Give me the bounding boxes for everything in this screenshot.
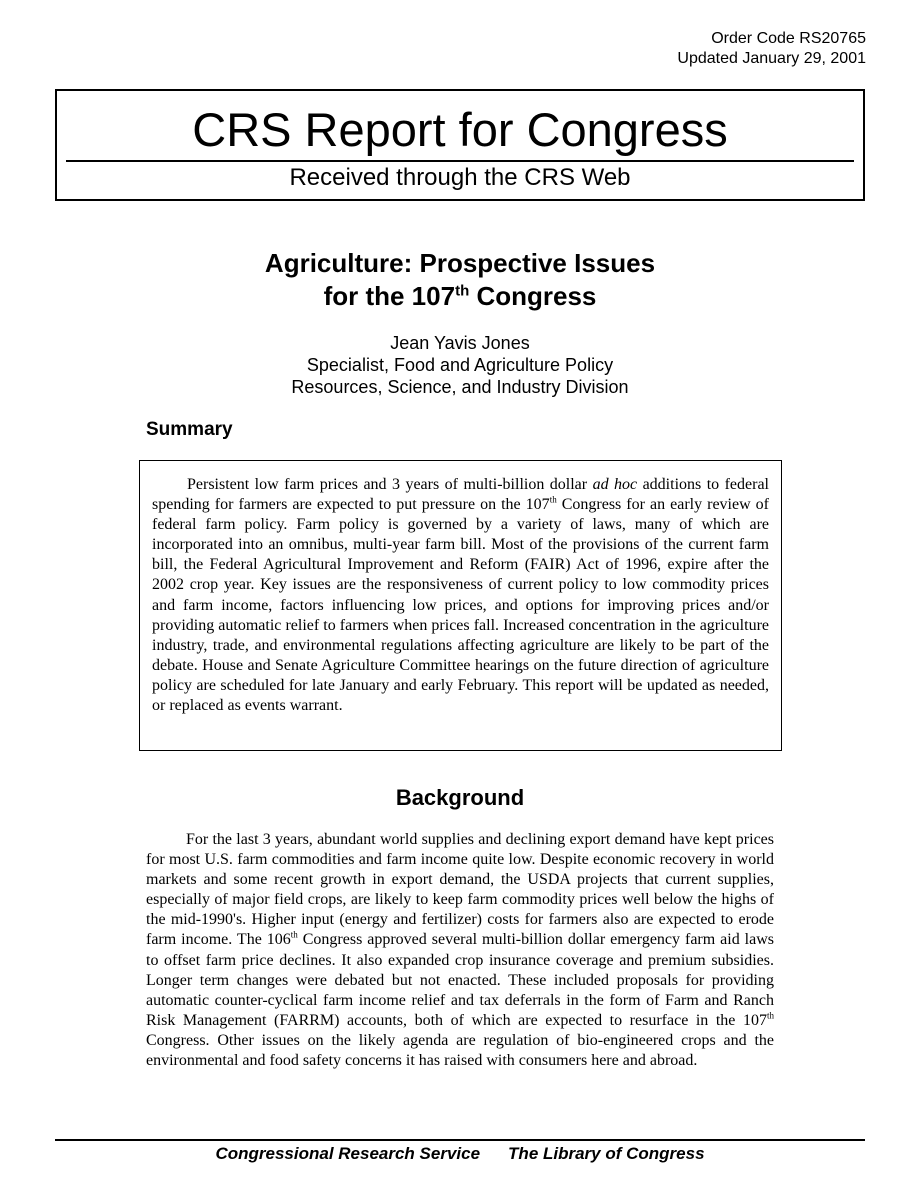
summary-text-1: Persistent low farm prices and 3 years of multi-billion dollar — [187, 476, 593, 493]
background-text-3: Congress. Other issues on the likely agenda are regulation of bio-engineered crops and the environmental and food safety concerns it has raised with consumers here and abroad. — [146, 1031, 774, 1070]
background-text-2: Congress approved several multi-billion dollar emergency farm aid laws to offset farm price declines. It also expanded crop insurance coverage and premium subsidies. Longer term changes were debated but not enacted. These included proposals for providing automatic counter-cyclical farm income relief and tax deferrals in the form of Farm and Ranch Risk Management (FARRM) accounts, both of which are expected to resurface in the 107 — [146, 931, 774, 1029]
author-name: Jean Yavis Jones — [390, 333, 530, 353]
footer-loc: The Library of Congress — [508, 1144, 705, 1163]
order-code-block — [677, 29, 866, 69]
background-heading: Background — [395, 785, 525, 810]
background-superscript-1: th — [290, 930, 298, 941]
summary-text-2: additions to federal spending for farmers are expected to put pressure on the 107 — [152, 476, 769, 514]
masthead-subtitle: Received through the CRS Web — [289, 164, 631, 191]
author-block — [0, 332, 920, 398]
updated-date: Updated January 29, 2001 — [677, 50, 866, 67]
summary-text-3: Congress for an early review of federal farm policy. Farm policy is governed by a variety of laws, many of which are incorporated into an omnibus, multi-year farm bill. Most of the provisions of the current farm bill, the Federal Agricultural Improvement and Reform (FAIR) Act of 1996, expire after the 2002 crop year. Key issues are the responsiveness of current policy to low commodity prices and farm income, factors influencing low prices, and options for improving prices and/or providing automatic relief to farmers when prices fall. Increased concentration in the agriculture industry, trade, and environmental regulations affecting agriculture are likely to be part of the debate. House and Senate Agriculture Committee hearings on the future direction of agriculture policy are scheduled for late January and early February. This report will be updated as needed, or replaced as events warrant. — [152, 496, 770, 715]
footer-crs: Congressional Research Service — [215, 1144, 481, 1163]
footer-divider — [55, 1139, 865, 1141]
report-title-line2 — [0, 280, 920, 313]
masthead — [55, 89, 865, 201]
summary-superscript: th — [549, 494, 557, 505]
masthead-divider — [66, 160, 854, 162]
summary-italic: ad hoc — [592, 476, 638, 493]
background-superscript-2: th — [766, 1010, 774, 1021]
summary-heading: Summary — [146, 419, 233, 440]
background-text-1: For the last 3 years, abundant world supplies and declining export demand have kept prices for most U.S. farm commodities and farm income quite low. Despite economic recovery in world markets and some recent growth in export demand, the USDA projects that current supplies, especially of major field crops, are likely to keep farm commodity prices well below the highs of the mid-1990's. Higher input (energy and fertilizer) costs for farmers also are expected to erode farm income. The 106 — [146, 831, 774, 949]
footer — [0, 1143, 920, 1165]
report-title — [0, 247, 920, 313]
title-superscript: th — [455, 282, 470, 300]
author-title: Specialist, Food and Agriculture Policy — [306, 355, 614, 375]
order-code: Order Code RS20765 — [711, 30, 866, 47]
background-paragraph — [146, 830, 774, 1071]
summary-paragraph — [152, 475, 769, 716]
author-division: Resources, Science, and Industry Division — [291, 377, 629, 397]
masthead-title: CRS Report for Congress — [192, 103, 728, 156]
report-title-line1: Agriculture: Prospective Issues — [264, 248, 656, 278]
summary-box — [139, 460, 782, 751]
title-text-end: Congress — [469, 281, 597, 311]
title-text: for the 107 — [323, 281, 456, 311]
